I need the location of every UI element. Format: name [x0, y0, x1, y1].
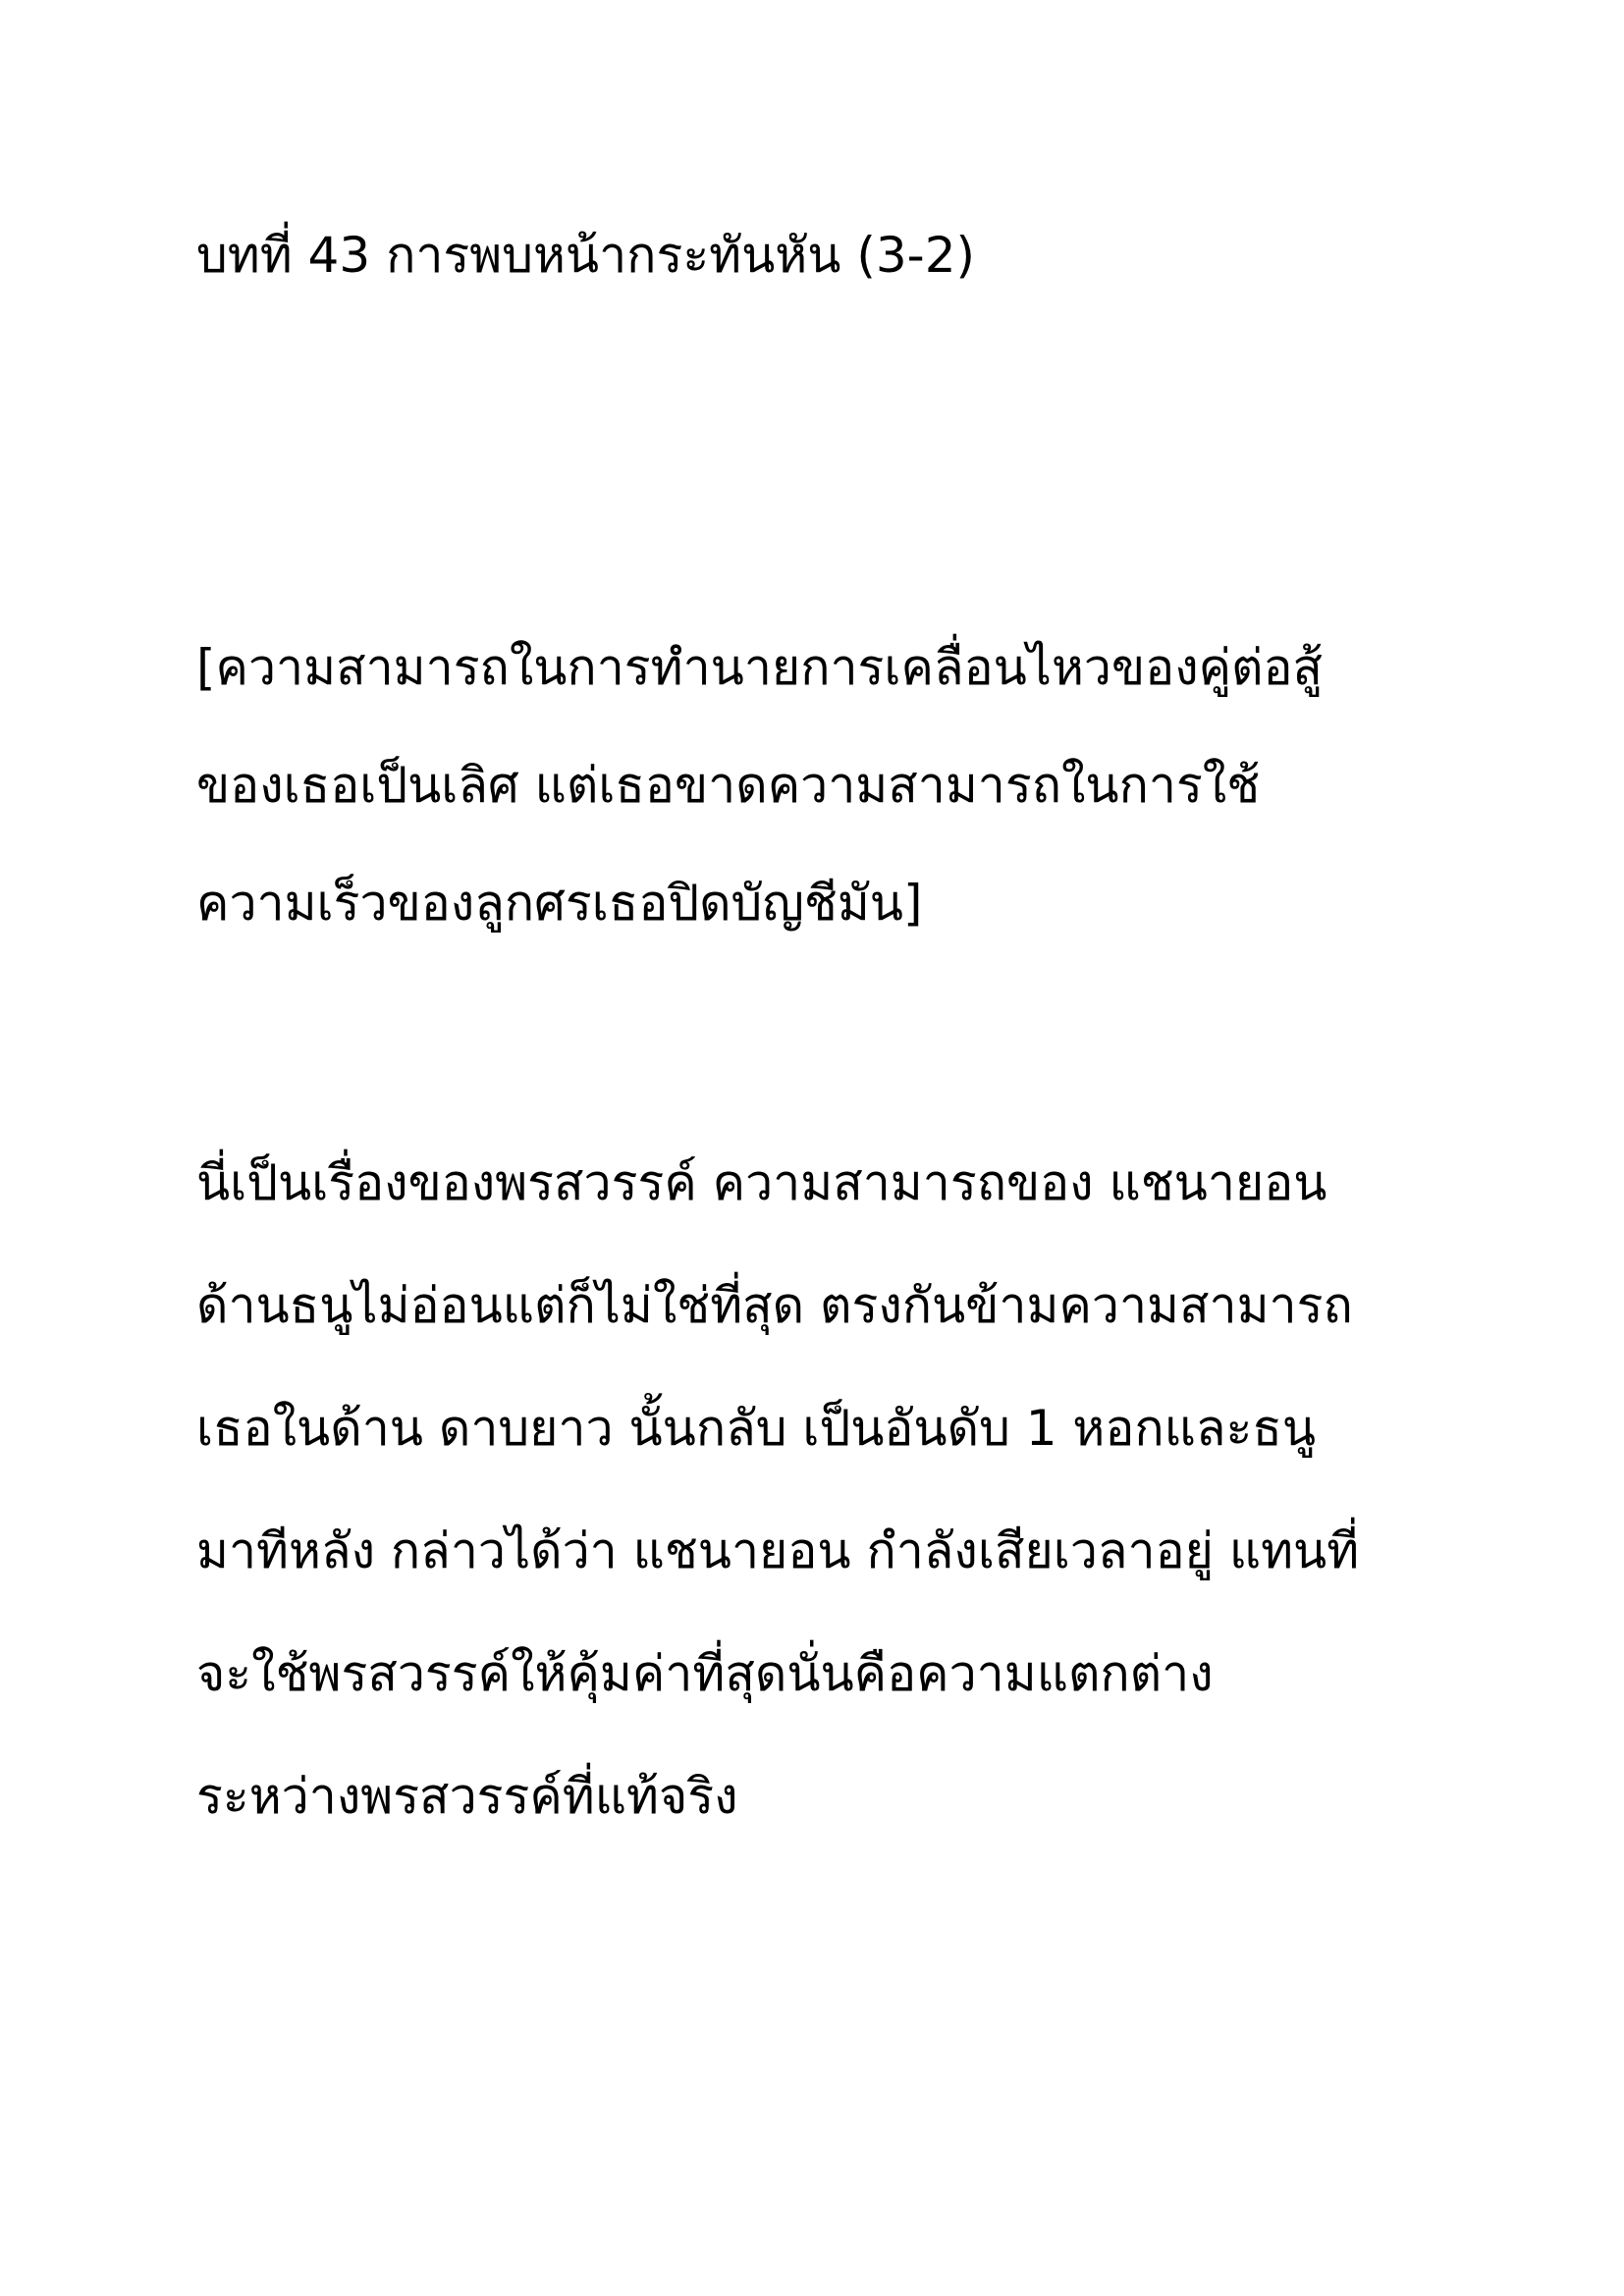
paragraph-2-line-4: มาทีหลัง กล่าวได้ว่า แชนายอน กำลังเสียเวลาอยู่ แทนที่ [196, 1522, 1360, 1579]
paragraph-1-line-3: ความเร็วของลูกศรเธอปิดบัญชีมัน] [196, 875, 923, 932]
paragraph-1-line-1: [ความสามารถในการทำนายการเคลื่อนไหวของคู่ต่อสู้ [196, 639, 1324, 696]
paragraph-2-line-6: ระหว่างพรสวรรค์ที่แท้จริง [196, 1768, 738, 1825]
paragraph-2-line-2: ด้านธนูไม่อ่อนแต่ก็ไม่ใช่ที่สุด ตรงกันข้ามความสามารถ [196, 1277, 1353, 1334]
chapter-title: บทที่ 43 การพบหน้ากระทันหัน (3-2) [196, 227, 976, 284]
paragraph-2-line-3: เธอในด้าน ดาบยาว นั้นกลับ เป็นอันดับ 1 หอกและธนู [196, 1400, 1317, 1457]
paragraph-1-line-2: ของเธอเป็นเลิศ แต่เธอขาดความสามารถในการใช้ [196, 757, 1261, 814]
paragraph-2-line-5: จะใช้พรสวรรค์ให้คุ้มค่าที่สุดนั่นคือความแตกต่าง [196, 1645, 1214, 1702]
paragraph-2-line-1: นี่เป็นเรื่องของพรสวรรค์ ความสามารถของ แชนายอน [196, 1154, 1327, 1211]
